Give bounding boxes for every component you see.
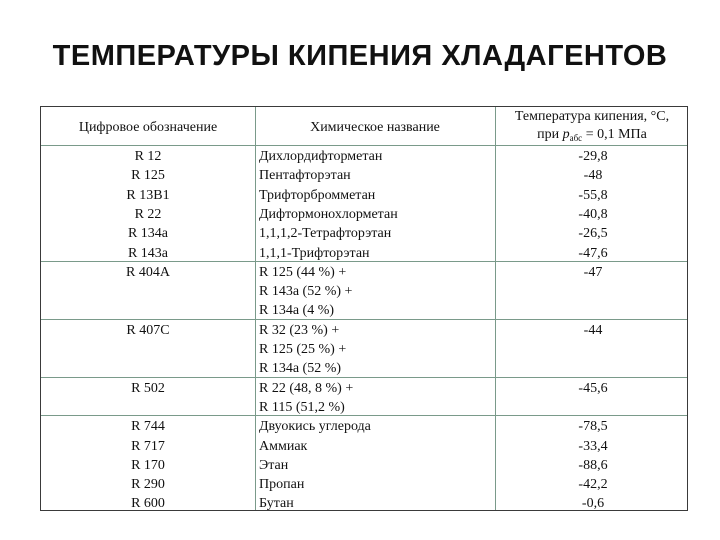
- cell-code: R 744: [131, 419, 165, 435]
- cell-code: R 125: [131, 168, 165, 184]
- cell-name: Пропан: [259, 477, 305, 493]
- table-row: [41, 340, 687, 359]
- cell-code: R 13B1: [126, 187, 170, 203]
- header-code: Цифровое обозначение: [78, 120, 218, 135]
- cell-name: R 22 (48, 8 %) +: [259, 380, 354, 396]
- table-row: [41, 205, 687, 224]
- cell-code: R 12: [134, 149, 162, 164]
- header-temperature-line2: [495, 126, 689, 147]
- cell-temperature: -48: [583, 168, 603, 184]
- table-row: [41, 147, 687, 166]
- cell-code: R 22: [134, 206, 162, 222]
- refrigerant-table: [40, 106, 688, 511]
- cell-temperature: -33,4: [578, 438, 608, 454]
- header-temperature-pre: при: [537, 127, 563, 142]
- cell-temperature: -88,6: [578, 457, 608, 473]
- cell-name: 1,1,1-Трифторэтан: [259, 245, 370, 261]
- cell-code: R 600: [131, 496, 165, 512]
- header-name: Химическое название: [310, 120, 440, 135]
- cell-name: R 143a (52 %) +: [259, 284, 353, 300]
- header-temperature-post: = 0,1 МПа: [582, 127, 647, 142]
- cell-name: Дифтормонохлорметан: [259, 206, 398, 222]
- cell-name: R 115 (51,2 %): [259, 399, 345, 415]
- cell-code: R 143a: [127, 245, 169, 261]
- header-temperature-sub: абс: [569, 133, 583, 143]
- table-row: [41, 456, 687, 475]
- cell-code: R 404A: [126, 264, 170, 280]
- cell-temperature: -78,5: [578, 419, 608, 435]
- cell-temperature: -0,6: [581, 496, 605, 512]
- table-row: [41, 437, 687, 456]
- cell-name: Двуокись углерода: [259, 419, 371, 435]
- table-row: [41, 379, 687, 398]
- cell-name: Пентафторэтан: [259, 168, 351, 184]
- cell-name: R 134a (4 %): [259, 303, 335, 319]
- cell-temperature: -26,5: [578, 226, 608, 242]
- cell-temperature: -45,6: [578, 380, 608, 396]
- cell-code: R 290: [131, 477, 165, 493]
- cell-temperature: -42,2: [578, 477, 608, 493]
- header-temperature: [495, 108, 689, 147]
- cell-name: Дихлордифторметан: [259, 149, 383, 164]
- cell-temperature: -47,6: [578, 245, 608, 261]
- cell-code: R 502: [131, 380, 165, 396]
- table-row: [41, 494, 687, 513]
- table-row: [41, 244, 687, 263]
- cell-name: Трифторбромметан: [259, 187, 376, 203]
- cell-temperature: -40,8: [578, 206, 608, 222]
- header-divider: [41, 145, 687, 146]
- cell-temperature: -47: [583, 264, 603, 280]
- table-row: [41, 359, 687, 378]
- table-row: [41, 282, 687, 301]
- cell-code: R 170: [131, 457, 165, 473]
- cell-code: R 134a: [127, 226, 169, 242]
- table-row: [41, 224, 687, 243]
- cell-name: Аммиак: [259, 438, 308, 454]
- header-temperature-p: p: [562, 127, 570, 142]
- cell-name: R 125 (44 %) +: [259, 264, 347, 280]
- cell-name: R 32 (23 %) +: [259, 322, 340, 338]
- cell-name: R 134a (52 %): [259, 361, 342, 377]
- cell-temperature: -55,8: [578, 187, 608, 203]
- table-row: [41, 321, 687, 340]
- cell-temperature: -29,8: [578, 149, 608, 164]
- cell-temperature: -44: [583, 322, 603, 338]
- table-row: [41, 186, 687, 205]
- header-temperature-line1: Температура кипения, °С,: [514, 109, 670, 124]
- cell-name: 1,1,1,2-Тетрафторэтан: [259, 226, 392, 242]
- cell-code: R 407C: [126, 322, 170, 338]
- table-row: [41, 263, 687, 282]
- cell-code: R 717: [131, 438, 165, 454]
- table-row: [41, 417, 687, 436]
- table-row: [41, 398, 687, 417]
- table-row: [41, 475, 687, 494]
- page-title: ТЕМПЕРАТУРЫ КИПЕНИЯ ХЛАДАГЕНТОВ: [52, 40, 668, 72]
- cell-name: Этан: [259, 457, 289, 473]
- table-row: [41, 166, 687, 185]
- cell-name: R 125 (25 %) +: [259, 342, 347, 357]
- cell-name: Бутан: [259, 496, 294, 512]
- table-row: [41, 301, 687, 320]
